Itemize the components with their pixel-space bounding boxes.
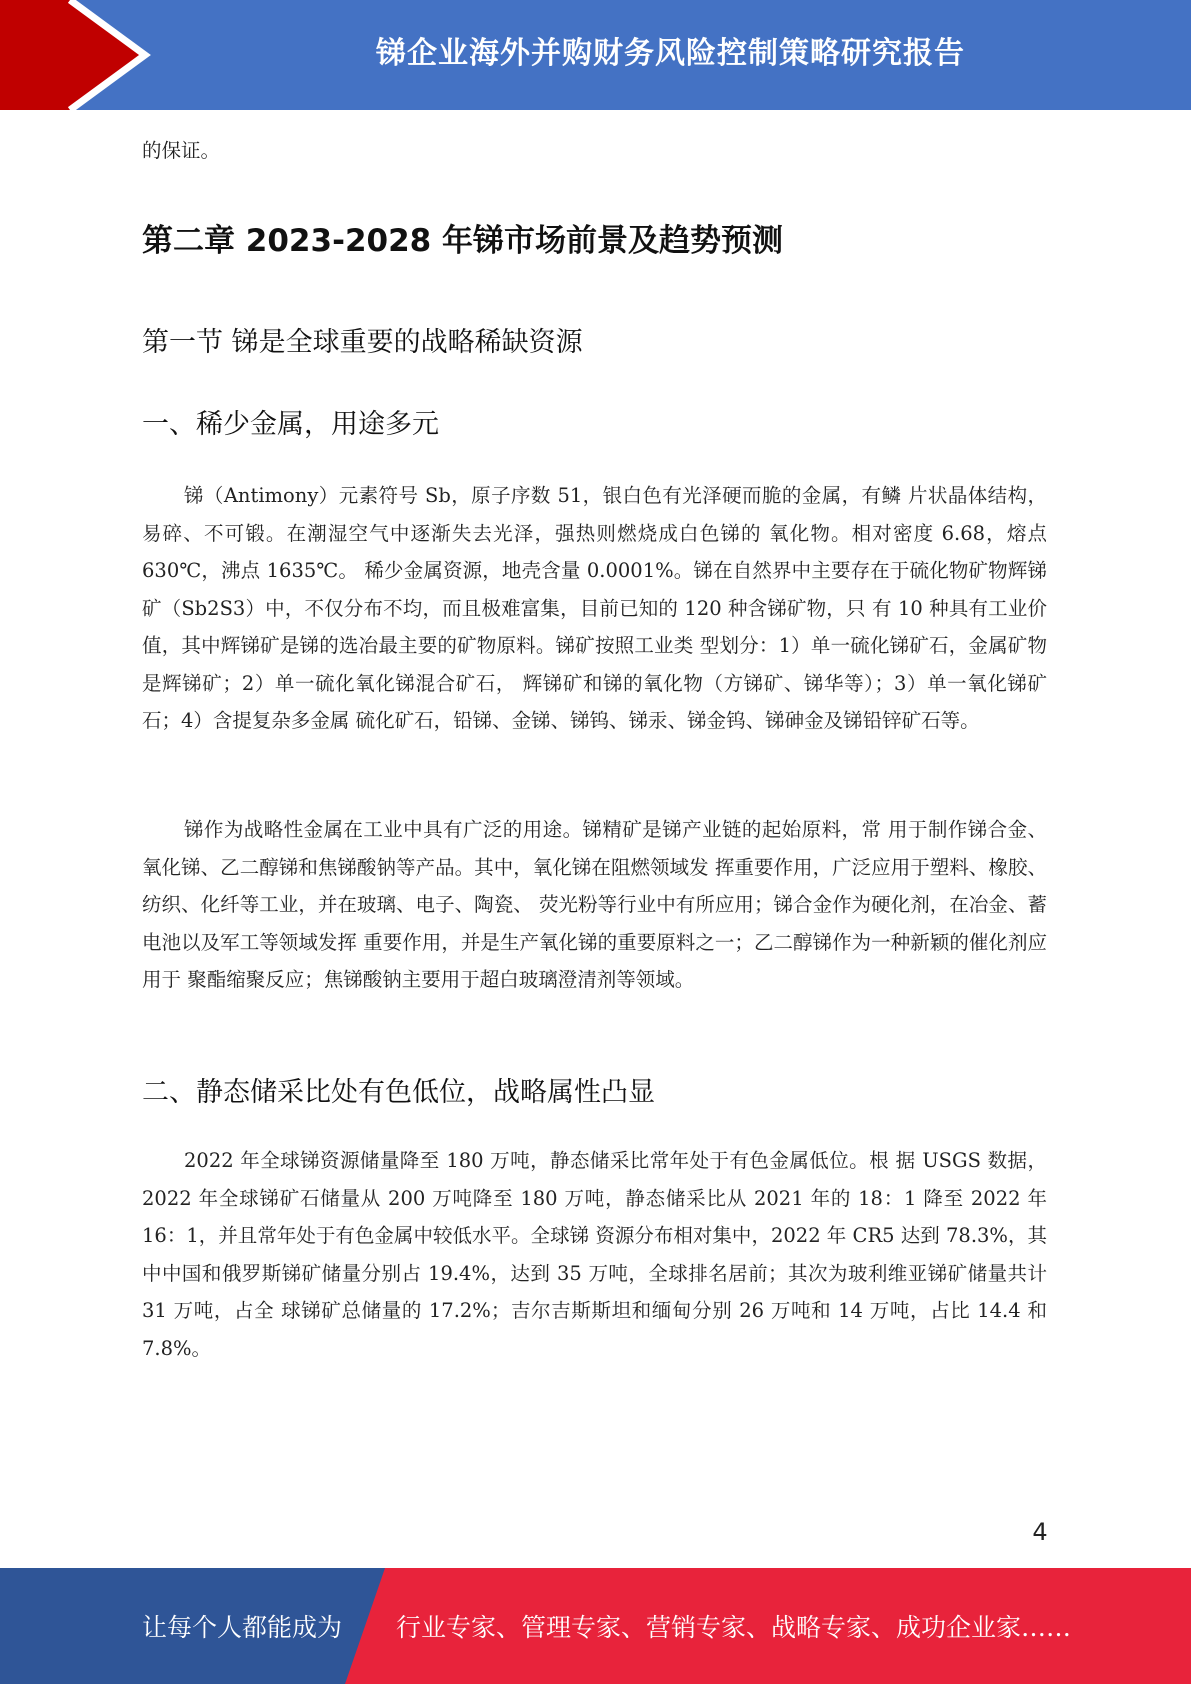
subsection-title-1: 一、稀少金属，用途多元: [142, 409, 439, 440]
paragraph-3: 2022 年全球锑资源储量降至 180 万吨，静态储采比常年处于有色金属低位。根 据 USGS 数据，2022 年全球锑矿石储量从 200 万吨降至 180 万吨，静态储采比从 2021 年的 18：1 降至 2022 年 16：1，并且常年处于有色金属中较低水平。全球锑 资源分布相对集中，2022 年 CR5 达到 78.3%，其中中国和俄罗斯锑矿储量分别占 19.4%，达到 35 万吨，全球排名居前；其次为玻利维亚锑矿储量共计 31 万吨，占全 球锑矿总储量的 17.2%；吉尔吉斯斯坦和缅甸分别 26 万吨和 14 万吨，占比 14.4 和 7.8%。: [142, 1149, 1047, 1360]
page-number: 4: [1032, 1518, 1048, 1546]
page-header: [0, 0, 1191, 110]
header-title: 锑企业海外并购财务风险控制策略研究报告: [376, 36, 965, 71]
continuation-text: 的保证。: [142, 139, 221, 162]
footer-slogan-left: 让每个人都能成为: [142, 1613, 343, 1642]
paragraph-2: 锑作为战略性金属在工业中具有广泛的用途。锑精矿是锑产业链的起始原料，常 用于制作锑合金、氧化锑、乙二醇锑和焦锑酸钠等产品。其中，氧化锑在阻燃领域发 挥重要作用，广泛应用于塑料、橡胶、纺织、化纤等工业，并在玻璃、电子、陶瓷、 荧光粉等行业中有所应用；锑合金作为硬化剂，在冶金、蓄电池以及军工等领域发挥 重要作用，并是生产氧化锑的重要原料之一；乙二醇锑作为一种新颖的催化剂应用于 聚酯缩聚反应；焦锑酸钠主要用于超白玻璃澄清剂等领域。: [142, 818, 1047, 991]
section-title: 第一节 锑是全球重要的战略稀缺资源: [142, 327, 583, 358]
chapter-title: 第二章 2023-2028 年锑市场前景及趋势预测: [142, 223, 784, 259]
footer-slogan-right: 行业专家、管理专家、营销专家、战略专家、成功企业家……: [396, 1613, 1072, 1642]
paragraph-1: 锑（Antimony）元素符号 Sb，原子序数 51，银白色有光泽硬而脆的金属，有鳞 片状晶体结构，易碎、不可锻。在潮湿空气中逐渐失去光泽，强热则燃烧成白色锑的 氧化物。相对密度 6.68，熔点 630℃，沸点 1635℃。 稀少金属资源，地壳含量 0.0001%。锑在自然界中主要存在于硫化物矿物辉锑 矿（Sb2S3）中，不仅分布不均，而且极难富集，目前已知的 120 种含锑矿物，只 有 10 种具有工业价值，其中辉锑矿是锑的选冶最主要的矿物原料。锑矿按照工业类 型划分：1）单一硫化锑矿石，金属矿物是辉锑矿；2）单一硫化氧化锑混合矿石， 辉锑矿和锑的氧化物（方锑矿、锑华等）；3）单一氧化锑矿石；4）含提复杂多金属 硫化矿石，铅锑、金锑、锑钨、锑汞、锑金钨、锑砷金及锑铅锌矿石等。: [142, 484, 1047, 732]
page-footer: [0, 1568, 1191, 1684]
subsection-title-2: 二、静态储采比处有色低位，战略属性凸显: [142, 1077, 655, 1108]
